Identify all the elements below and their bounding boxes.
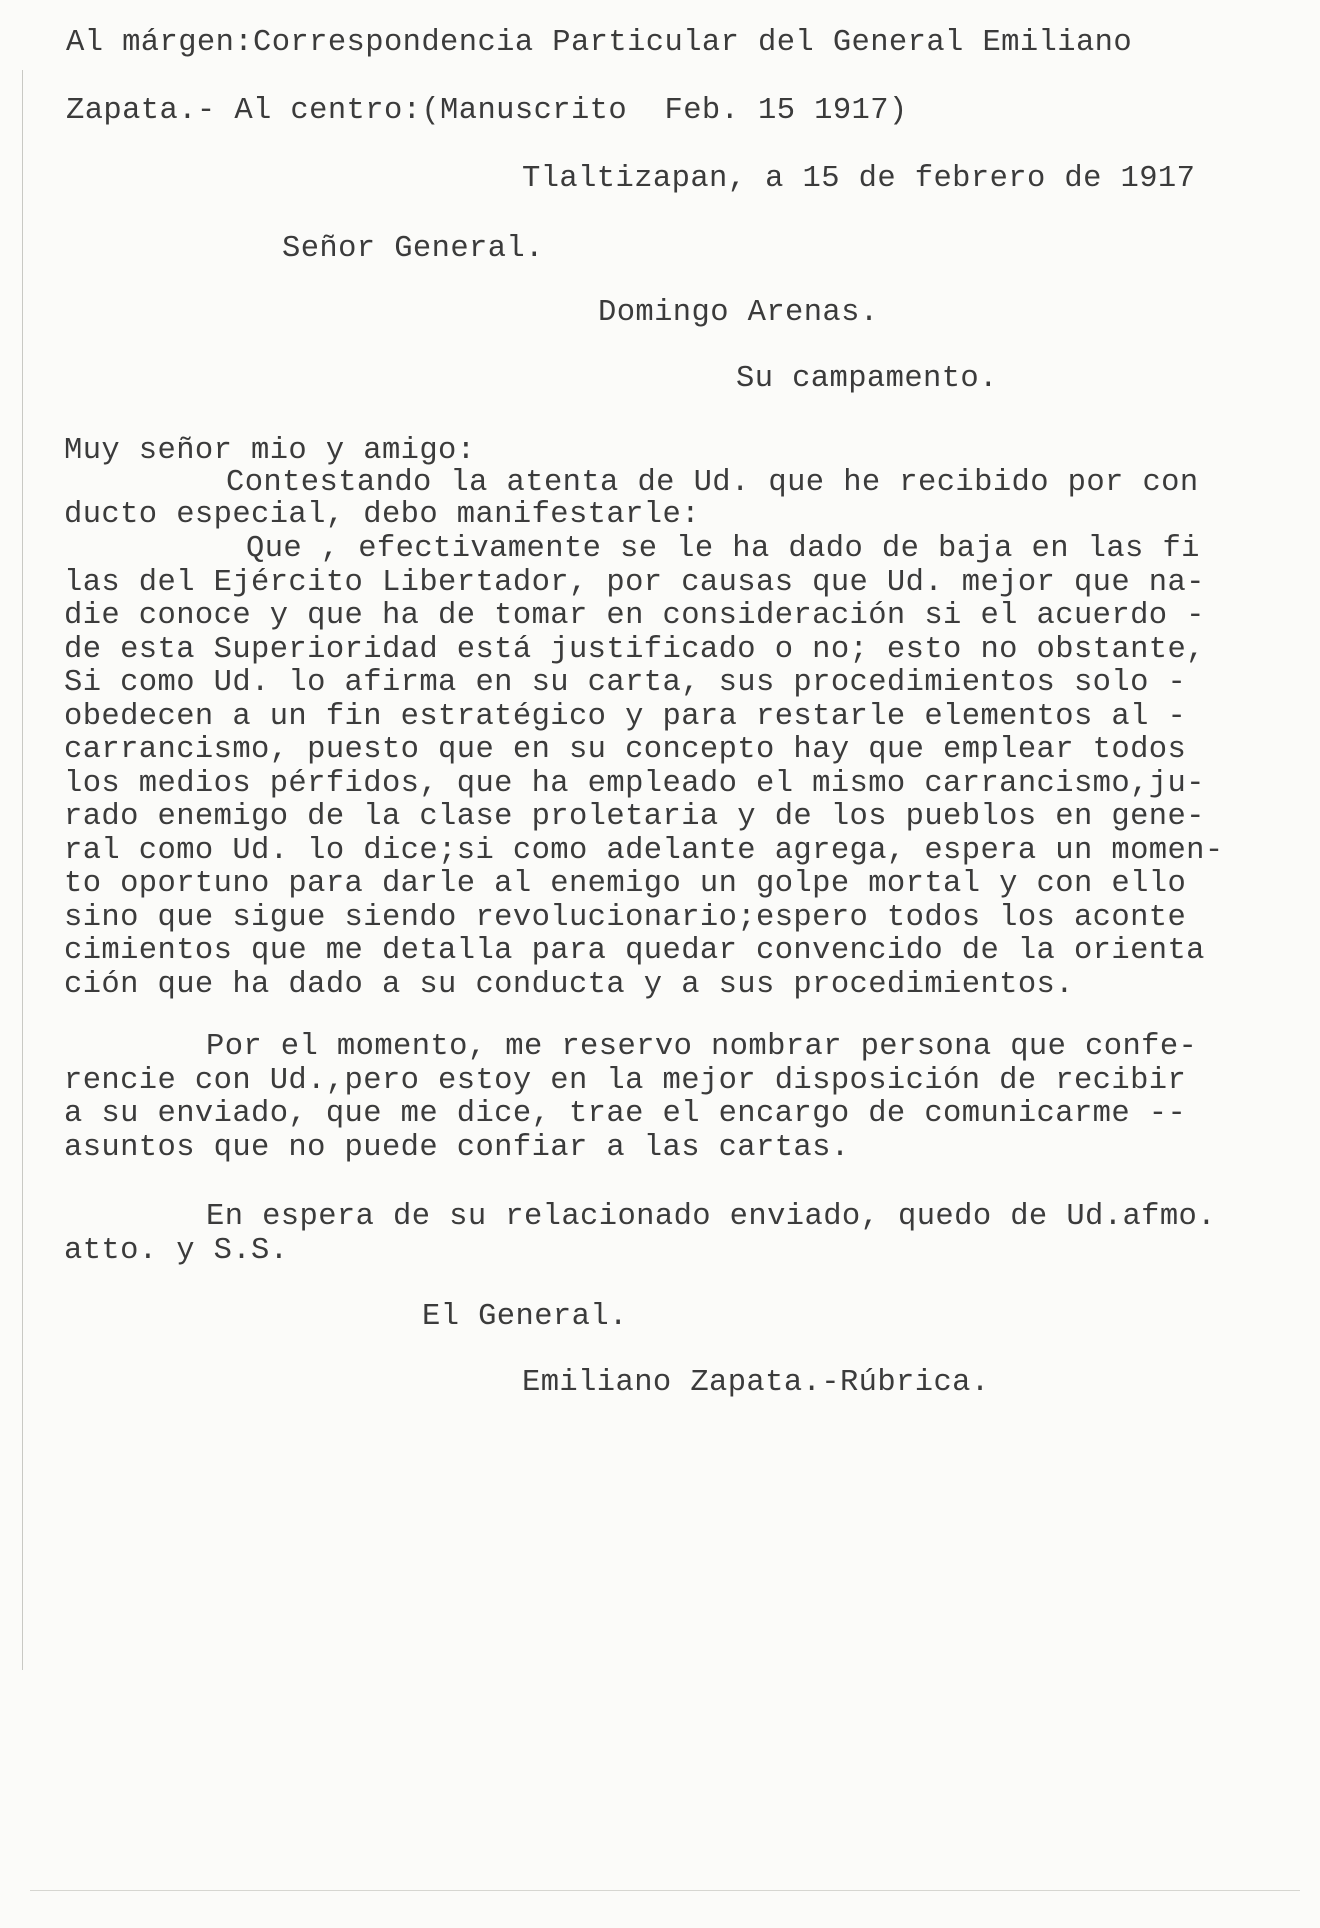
body-line: sino que sigue siendo revolucionario;espero todos los aconte	[64, 901, 1187, 935]
signature-title: El General.	[422, 1300, 628, 1334]
paragraph2-line: Por el momento, me reservo nombrar persona que confe-	[206, 1030, 1198, 1064]
body-line: ducto especial, debo manifestarle:	[64, 498, 700, 532]
body-line: die conoce y que ha de tomar en consideración si el acuerdo -	[64, 599, 1205, 633]
body-line: obedecen a un fin estratégico y para restarle elementos al -	[64, 700, 1187, 734]
body-line: ral como Ud. lo dice;si como adelante agrega, espera un momen-	[64, 834, 1224, 868]
recipient-title: Señor General.	[282, 232, 544, 266]
body-line: Que , efectivamente se le ha dado de baja en las fi	[246, 532, 1200, 566]
bottom-edge-rule	[30, 1890, 1300, 1891]
closing-line-1: En espera de su relacionado enviado, quedo de Ud.afmo.	[206, 1200, 1216, 1234]
paragraph2-line: asuntos que no puede confiar a las cartas.	[64, 1131, 850, 1165]
body-line: Contestando la atenta de Ud. que he recibido por con	[226, 466, 1199, 500]
body-line: to oportuno para darle al enemigo un golpe mortal y con ello	[64, 867, 1187, 901]
body-line: ción que ha dado a su conducta y a sus procedimientos.	[64, 968, 1074, 1002]
body-line: rado enemigo de la clase proletaria y de los pueblos en gene-	[64, 800, 1205, 834]
body-line: de esta Superioridad está justificado o no; esto no obstante,	[64, 633, 1205, 667]
body-line: cimientos que me detalla para quedar convencido de la orienta	[64, 934, 1205, 968]
salutation: Muy señor mio y amigo:	[64, 434, 476, 468]
recipient-location: Su campamento.	[736, 362, 998, 396]
body-line: las del Ejército Libertador, por causas que Ud. mejor que na-	[64, 566, 1205, 600]
body-line: carrancismo, puesto que en su concepto hay que emplear todos	[64, 733, 1187, 767]
left-margin-rule	[22, 70, 23, 1670]
paragraph2-line: rencie con Ud.,pero estoy en la mejor disposición de recibir	[64, 1064, 1187, 1098]
header-line-2: Zapata.- Al centro:(Manuscrito Feb. 15 1917)	[66, 94, 908, 128]
paragraph2-line: a su enviado, que me dice, trae el encargo de comunicarme --	[64, 1097, 1187, 1131]
body-line: Si como Ud. lo afirma en su carta, sus procedimientos solo -	[64, 666, 1187, 700]
place-date: Tlaltizapan, a 15 de febrero de 1917	[522, 162, 1196, 196]
body-line: los medios pérfidos, que ha empleado el mismo carrancismo,ju-	[64, 767, 1205, 801]
signature-name: Emiliano Zapata.-Rúbrica.	[522, 1366, 990, 1400]
recipient-name: Domingo Arenas.	[598, 296, 879, 330]
closing-line-2: atto. y S.S.	[64, 1234, 289, 1268]
header-line-1: Al márgen:Correspondencia Particular del General Emiliano	[66, 26, 1133, 60]
